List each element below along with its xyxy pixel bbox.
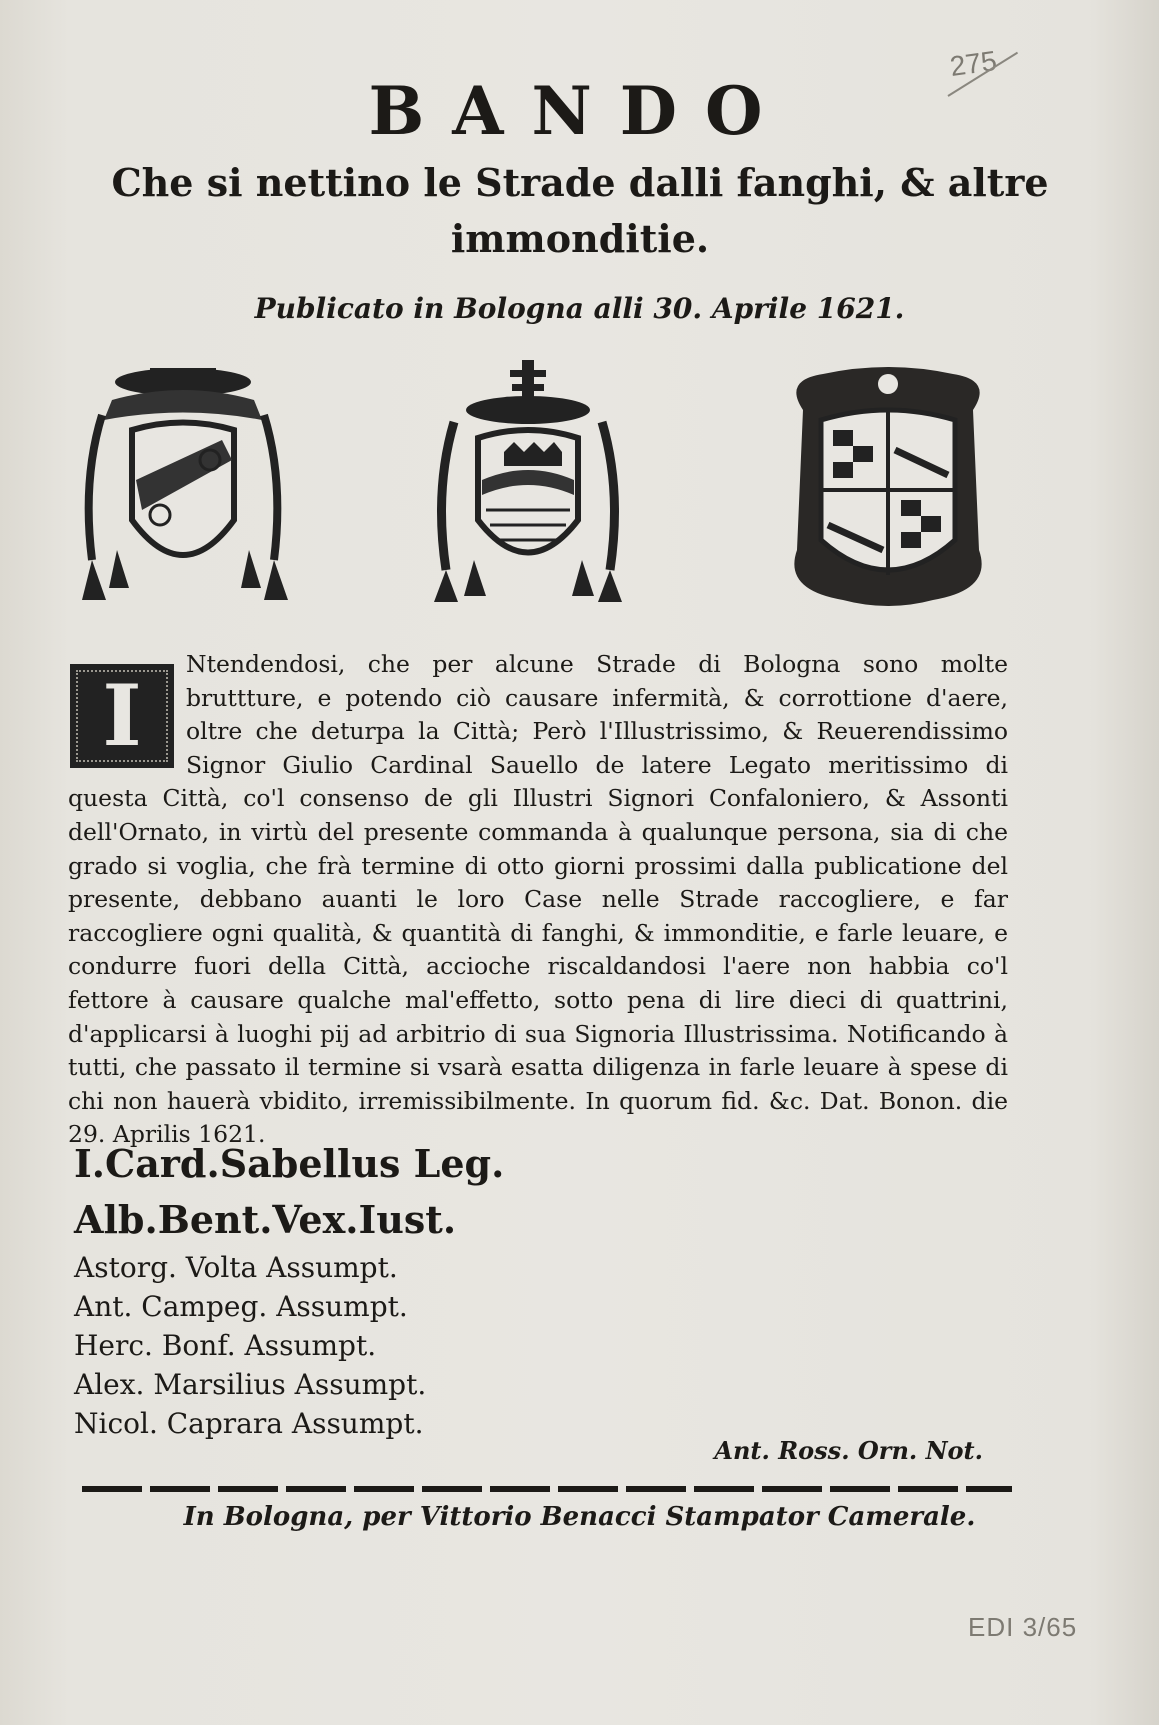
printer-imprint: In Bologna, per Vittorio Benacci Stampator Camerale. — [183, 1502, 976, 1532]
signature-assonto: Herc. Bonf. Assumpt. — [74, 1329, 377, 1362]
signature-gonfaloniere: Alb.Bent.Vex.Iust. — [74, 1197, 457, 1242]
signature-assonto: Ant. Campeg. Assumpt. — [74, 1290, 408, 1323]
bishop-coat-of-arms-icon — [424, 360, 632, 605]
edict-text: Ntendendosi, che per alcune Strade di Bologna sono molte bruttture, e potendo ciò causare infermità, & corrottione d'aere, oltre che deturpa la Città; Però l'Illustrissimo, & Reuerendissimo Signor Giulio Cardinal Sauello de latere Legato meritissimo di questa Città, co'l consenso de gli Illustri Signori Confaloniero, & Assonti dell'Ornato, in virtù del presente commanda à qualunque persona, sia di che grado si voglia, che frà termine di otto giorni prossimi dalla publicatione del presente, debbano auanti le loro Case nelle Strade raccogliere, e far raccogliere ogni qualità, & quantità di fanghi, & immonditie, e farle leuare, e condurre fuori della Città, accioche riscaldandosi l'aere non habbia co'l fettore à causare qualche mal'effetto, sotto pena di lire dieci di quattrini, d'applicarsi à luoghi pij ad arbitrio di sua Signoria Illustrissima. Notificando à tutti, che passato il termine si vsarà esatta diligenza in farle leuare à spese di chi non hauerà vbidito, irremissibilmente. In quorum fid. &c. Dat. Bonon. die 29. Aprilis 1621. — [68, 650, 1008, 1149]
archive-shelfmark: EDI 3/65 — [968, 1612, 1078, 1642]
signature-assonto: Astorg. Volta Assumpt. — [74, 1251, 398, 1284]
drop-cap-initial: I — [70, 664, 174, 768]
cardinal-coat-of-arms-icon — [72, 360, 294, 610]
city-of-bologna-coat-of-arms-icon — [783, 360, 993, 612]
archive-number-top: 275 — [948, 44, 999, 83]
signature-block — [74, 1136, 504, 1443]
signature-legate: I.Card.Sabellus Leg. — [74, 1141, 505, 1186]
document-subtitle: Che si nettino le Strade dalli fanghi, & altre immonditie. — [111, 160, 1049, 261]
notary-signature: Ant. Ross. Orn. Not. — [714, 1436, 983, 1465]
divider-rule — [82, 1486, 1012, 1492]
signature-assonto: Nicol. Caprara Assumpt. — [74, 1407, 424, 1440]
drop-cap-spacer — [68, 648, 186, 778]
publication-line: Publicato in Bologna alli 30. Aprile 1621. — [254, 292, 905, 325]
document-title: BANDO — [368, 72, 791, 150]
edict-body — [68, 648, 1008, 1152]
signature-assonto: Alex. Marsilius Assumpt. — [74, 1368, 427, 1401]
